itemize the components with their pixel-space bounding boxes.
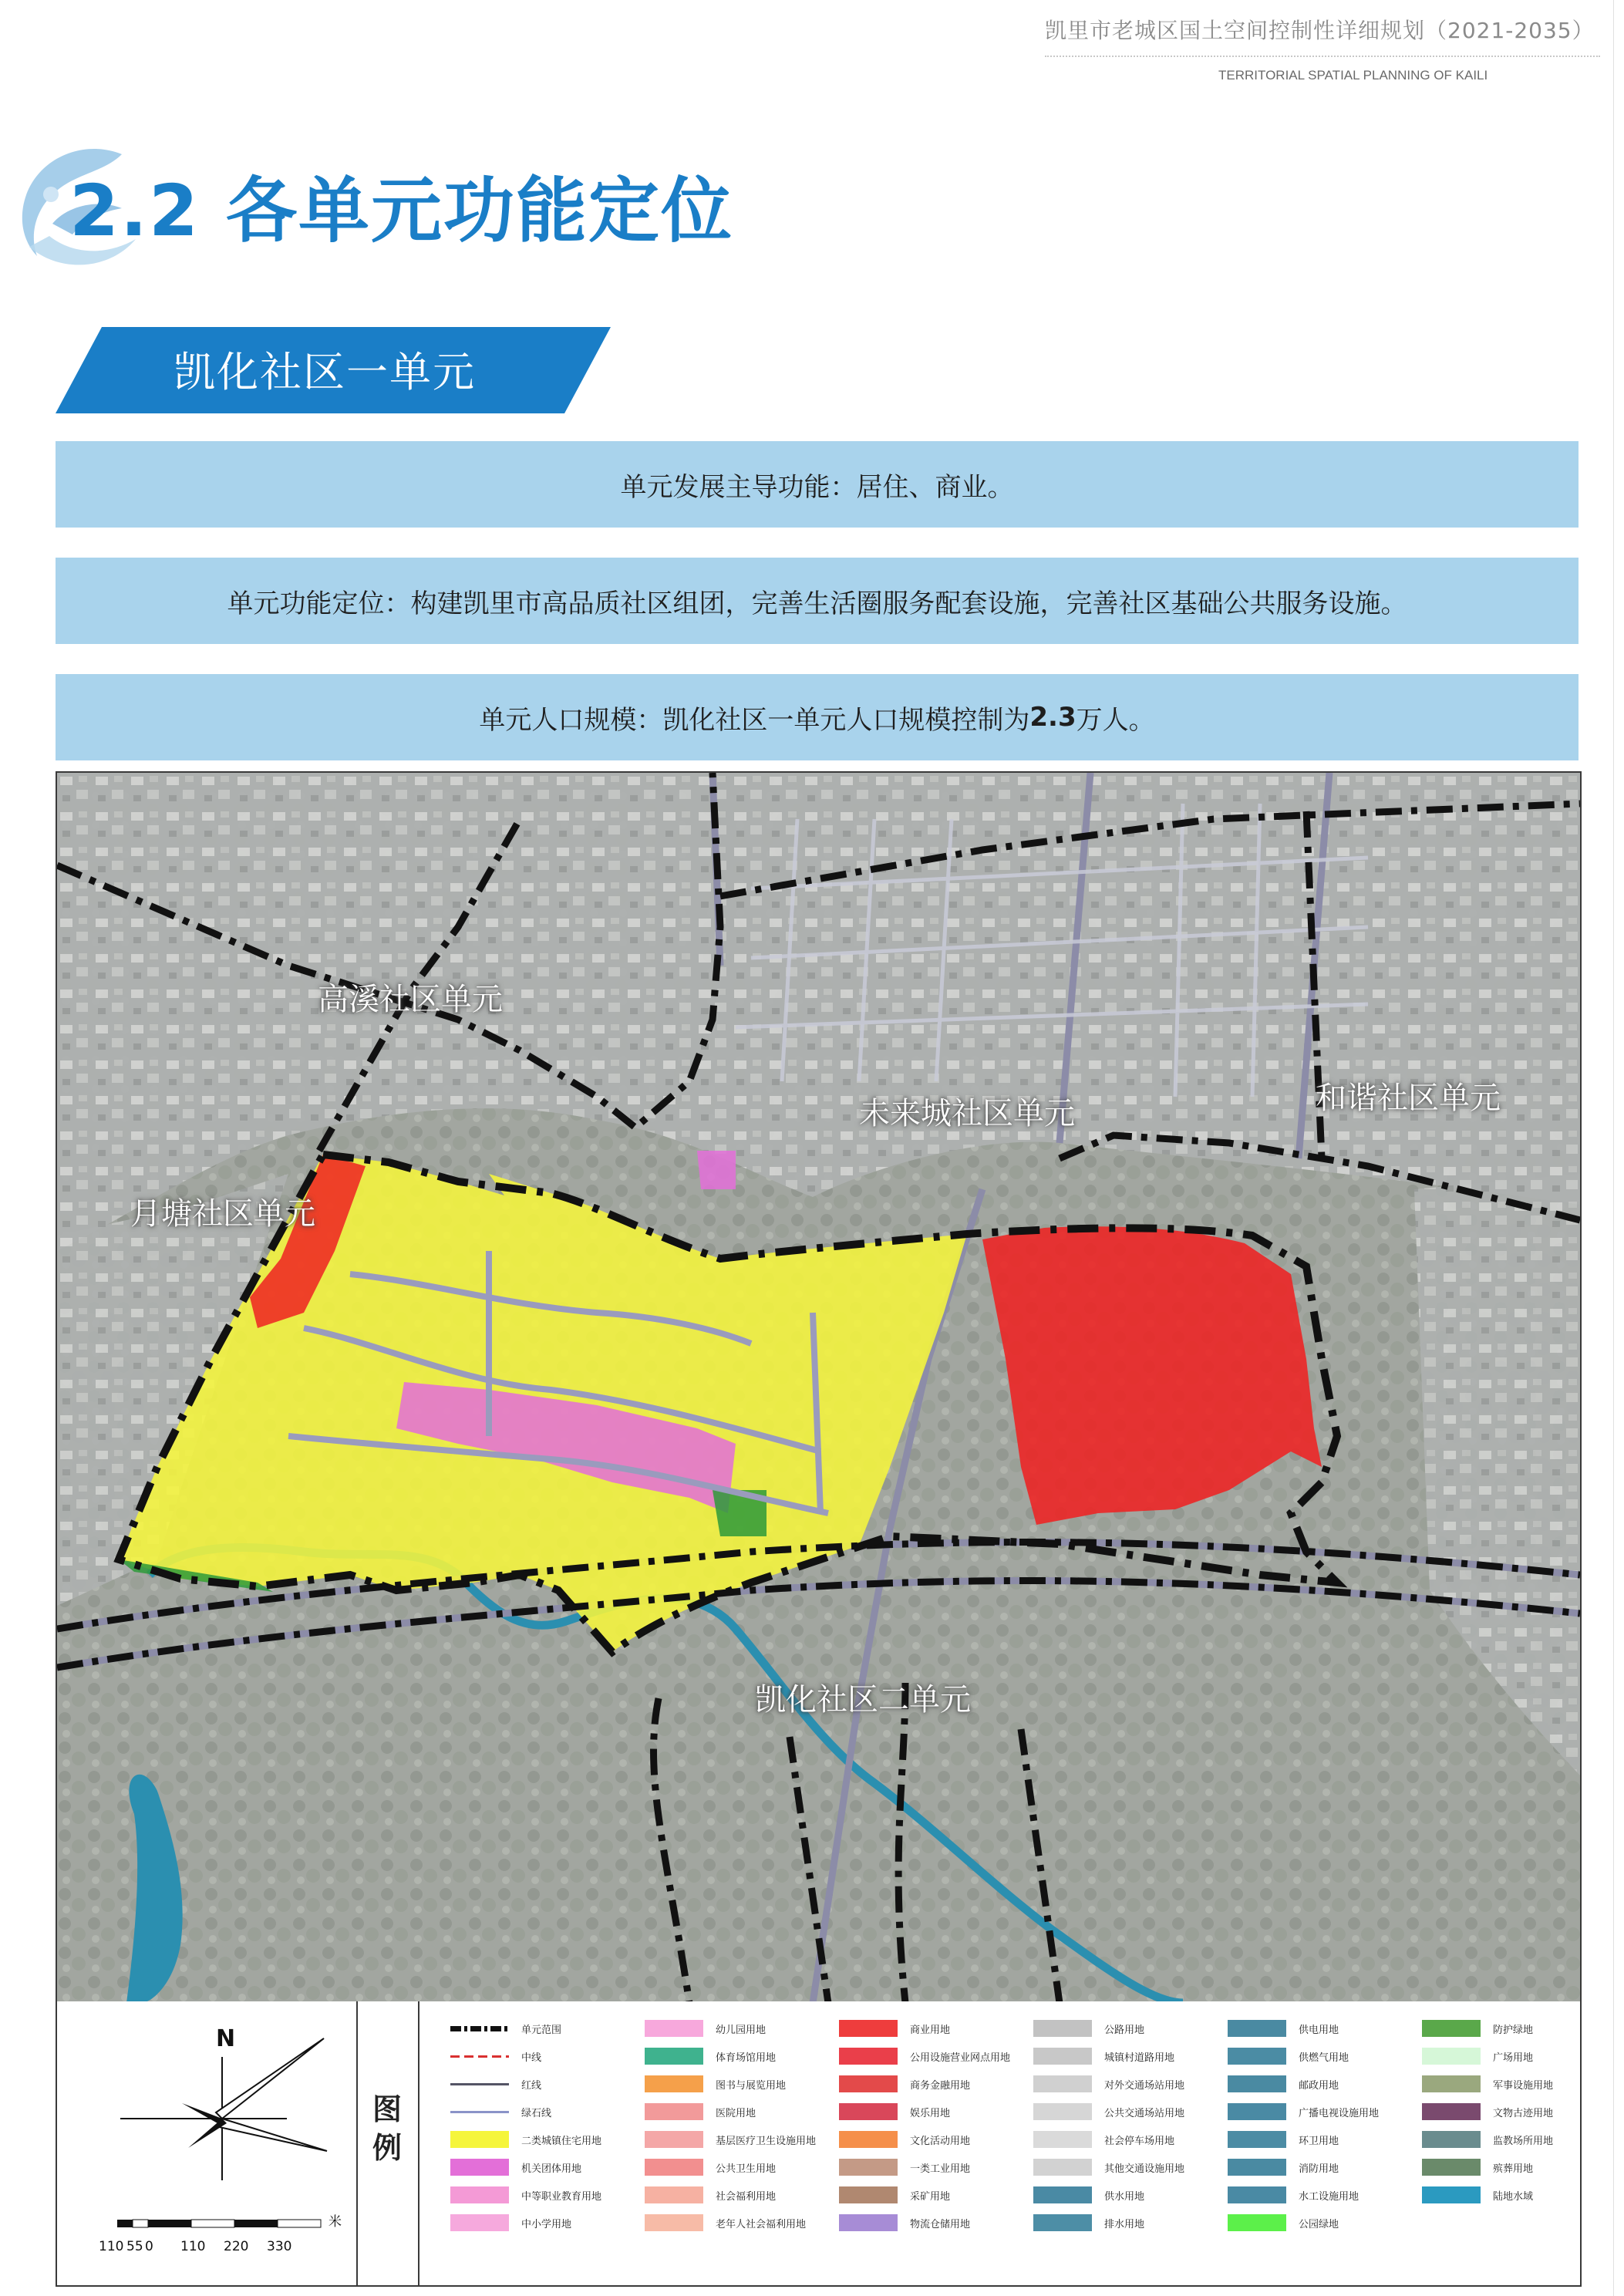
map-label-weilaicheng: 未来城社区单元	[859, 1096, 1075, 1131]
legend-swatch	[645, 2131, 703, 2148]
scale-bar	[88, 2213, 366, 2275]
legend-item	[450, 2129, 601, 2149]
legend-label: 文物古迹用地	[1493, 2106, 1554, 2119]
legend-swatch	[450, 2131, 509, 2148]
legend-label: 老年人社会福利用地	[716, 2217, 807, 2230]
legend-swatch	[1033, 2131, 1092, 2148]
legend-swatch	[1422, 2131, 1481, 2148]
info-box-population	[56, 674, 1579, 760]
legend-label: 社会停车场用地	[1104, 2134, 1175, 2146]
legend-label: 绿石线	[521, 2106, 552, 2119]
population-suffix: 万人。	[1076, 704, 1155, 736]
legend-label: 二类城镇住宅用地	[521, 2134, 602, 2146]
legend-swatch	[645, 2186, 703, 2203]
legend-item	[1228, 2074, 1339, 2094]
legend-swatch	[839, 2103, 898, 2120]
legend-heading-2: 例	[372, 2131, 402, 2165]
legend-item	[450, 2074, 541, 2094]
legend-swatch	[1228, 2048, 1286, 2065]
legend-swatch	[1033, 2048, 1092, 2065]
legend-item	[450, 2018, 561, 2038]
commercial-small	[697, 1151, 736, 1189]
legend-heading-1: 图	[372, 2092, 402, 2126]
legend-label: 公共交通场站用地	[1104, 2106, 1185, 2119]
legend-label: 水工设施用地	[1299, 2190, 1360, 2202]
legend-divider-right	[418, 2001, 419, 2285]
legend-label: 中线	[521, 2051, 542, 2063]
legend-label: 对外交通场站用地	[1104, 2079, 1185, 2091]
legend-item	[645, 2018, 766, 2038]
legend-label: 排水用地	[1104, 2217, 1145, 2230]
legend-item	[645, 2046, 776, 2066]
legend-swatch	[839, 2214, 898, 2231]
legend-swatch	[1228, 2103, 1286, 2120]
unit-name: 凯化社区一单元	[174, 348, 476, 396]
legend-swatch	[1422, 2020, 1481, 2037]
legend-swatch	[450, 2111, 509, 2113]
legend-label: 采矿用地	[910, 2190, 951, 2202]
legend-item	[450, 2102, 551, 2122]
scale-tick-label: 55	[126, 2239, 143, 2254]
legend-swatch	[1422, 2159, 1481, 2176]
legend-swatch	[450, 2186, 509, 2203]
legend-swatch	[450, 2083, 509, 2085]
positioning-text: 单元功能定位：构建凯里市高品质社区组团，完善生活圈服务配套设施，完善社区基础公共服务设施。	[227, 588, 1407, 619]
legend-label: 红线	[521, 2079, 542, 2091]
document-header-subtitle: TERRITORIAL SPATIAL PLANNING OF KAILI	[1218, 68, 1488, 83]
section-title-text: 各单元功能定位	[226, 170, 734, 252]
legend-item	[839, 2157, 970, 2177]
info-box-positioning	[56, 558, 1579, 644]
document-header-title: 凯里市老城区国土空间控制性详细规划（2021-2035）	[1045, 18, 1595, 43]
function-text: 单元发展主导功能：居住、商业。	[620, 471, 1014, 503]
map-label-kaihua2: 凯化社区二单元	[755, 1682, 971, 1718]
legend-item	[1033, 2102, 1184, 2122]
page-side-strip	[1613, 0, 1624, 2296]
map-canvas	[57, 773, 1580, 2003]
legend-label: 公用设施营业网点用地	[910, 2051, 1011, 2063]
legend-label: 图书与展览用地	[716, 2079, 787, 2091]
legend-label: 幼儿园用地	[716, 2023, 767, 2035]
legend-label: 广播电视设施用地	[1299, 2106, 1380, 2119]
legend-swatch	[645, 2020, 703, 2037]
legend-item	[839, 2185, 950, 2205]
legend-label: 中等职业教育用地	[521, 2190, 602, 2202]
header-divider	[1045, 56, 1600, 57]
legend-item	[839, 2074, 970, 2094]
legend-label: 供燃气用地	[1299, 2051, 1349, 2063]
legend-swatch	[839, 2075, 898, 2092]
legend-swatch	[1033, 2159, 1092, 2176]
legend-label: 殡葬用地	[1493, 2162, 1534, 2174]
legend-label: 供电用地	[1299, 2023, 1339, 2035]
legend-swatch	[645, 2048, 703, 2065]
legend-item	[1033, 2129, 1174, 2149]
legend-label: 商务金融用地	[910, 2079, 971, 2091]
legend-label: 中小学用地	[521, 2217, 572, 2230]
legend-swatch	[645, 2075, 703, 2092]
legend-item	[839, 2046, 1010, 2066]
legend-item	[1228, 2018, 1339, 2038]
legend-label: 一类工业用地	[910, 2162, 971, 2174]
scale-tick-label: 0	[145, 2239, 153, 2254]
population-prefix: 单元人口规模：凯化社区一单元人口规模控制为	[479, 704, 1030, 736]
legend-label: 社会福利用地	[716, 2190, 777, 2202]
legend-label: 基层医疗卫生设施用地	[716, 2134, 817, 2146]
legend-label: 单元范围	[521, 2023, 562, 2035]
legend-label: 防护绿地	[1493, 2023, 1534, 2035]
legend-item	[450, 2213, 571, 2233]
legend-swatch	[1228, 2131, 1286, 2148]
land-use-map	[56, 771, 1582, 2004]
compass-north: N	[216, 2025, 236, 2052]
legend-swatch	[1422, 2186, 1481, 2203]
legend-item	[1033, 2018, 1144, 2038]
legend-item	[645, 2185, 776, 2205]
legend-item	[450, 2046, 541, 2066]
legend-swatch	[1228, 2075, 1286, 2092]
legend-swatch	[645, 2214, 703, 2231]
population-value: 2.3	[1029, 702, 1076, 733]
legend-swatch	[450, 2214, 509, 2231]
map-label-yuetang: 月塘社区单元	[130, 1196, 315, 1232]
legend-swatch	[645, 2103, 703, 2120]
legend-item	[839, 2129, 970, 2149]
legend-item	[839, 2213, 970, 2233]
legend-label: 医院用地	[716, 2106, 756, 2119]
legend-label: 环卫用地	[1299, 2134, 1339, 2146]
legend-swatch	[645, 2159, 703, 2176]
legend-swatch	[450, 2159, 509, 2176]
legend-swatch	[1228, 2159, 1286, 2176]
legend-label: 文化活动用地	[910, 2134, 971, 2146]
legend-label: 物流仓储用地	[910, 2217, 971, 2230]
legend-item	[839, 2018, 950, 2038]
map-label-gaoxi: 高溪社区单元	[318, 982, 503, 1017]
legend-swatch	[839, 2186, 898, 2203]
legend-item	[450, 2185, 601, 2205]
legend-swatch	[1422, 2103, 1481, 2120]
legend-item	[1033, 2046, 1174, 2066]
legend-item	[645, 2213, 806, 2233]
legend-swatch	[1033, 2075, 1092, 2092]
scale-unit: 米	[329, 2214, 342, 2230]
legend-panel	[56, 2001, 1582, 2287]
legend-swatch	[1228, 2214, 1286, 2231]
scale-tick-label: 330	[267, 2239, 292, 2254]
legend-swatch	[839, 2159, 898, 2176]
scale-tick-label: 110	[180, 2239, 206, 2254]
legend-label: 其他交通设施用地	[1104, 2162, 1185, 2174]
legend-item	[645, 2102, 756, 2122]
legend-item	[1228, 2102, 1379, 2122]
legend-item	[1033, 2213, 1144, 2233]
section-title	[69, 154, 733, 256]
legend-item	[450, 2157, 581, 2177]
legend-item	[1422, 2074, 1553, 2094]
legend-swatch	[1033, 2186, 1092, 2203]
legend-swatch	[1033, 2214, 1092, 2231]
legend-label: 机关团体用地	[521, 2162, 582, 2174]
legend-label: 娱乐用地	[910, 2106, 951, 2119]
legend-item	[1422, 2157, 1533, 2177]
legend-heading	[372, 2090, 403, 2167]
legend-swatch	[1228, 2186, 1286, 2203]
legend-item	[1422, 2018, 1533, 2038]
legend-label: 供水用地	[1104, 2190, 1145, 2202]
legend-item	[645, 2074, 786, 2094]
legend-item	[645, 2129, 816, 2149]
legend-label: 监教场所用地	[1493, 2134, 1554, 2146]
legend-item	[839, 2102, 950, 2122]
legend-item	[645, 2157, 776, 2177]
legend-swatch	[839, 2048, 898, 2065]
compass-icon	[111, 2017, 358, 2194]
legend-item	[1228, 2157, 1339, 2177]
legend-swatch	[839, 2131, 898, 2148]
scale-tick-label: 110	[99, 2239, 124, 2254]
legend-label: 城镇村道路用地	[1104, 2051, 1175, 2063]
legend-item	[1422, 2102, 1553, 2122]
legend-swatch	[450, 2026, 509, 2031]
legend-swatch	[1033, 2103, 1092, 2120]
legend-item	[1033, 2074, 1184, 2094]
legend-label: 广场用地	[1493, 2051, 1534, 2063]
legend-swatch	[1422, 2075, 1481, 2092]
legend-label: 体育场馆用地	[716, 2051, 777, 2063]
scale-tick-label: 220	[224, 2239, 249, 2254]
legend-label: 公园绿地	[1299, 2217, 1339, 2230]
legend-item	[1033, 2185, 1144, 2205]
legend-item	[1228, 2129, 1339, 2149]
legend-item	[1422, 2185, 1533, 2205]
map-label-hexie: 和谐社区单元	[1316, 1081, 1501, 1116]
legend-swatch	[839, 2020, 898, 2037]
legend-label: 消防用地	[1299, 2162, 1339, 2174]
legend-label: 邮政用地	[1299, 2079, 1339, 2091]
info-box-function	[56, 441, 1579, 528]
legend-item	[1228, 2213, 1339, 2233]
legend-item	[1422, 2046, 1533, 2066]
section-number: 2.2	[69, 170, 200, 252]
legend-item	[1228, 2185, 1359, 2205]
legend-swatch	[1422, 2048, 1481, 2065]
legend-swatch	[450, 2055, 509, 2058]
legend-item	[1228, 2046, 1349, 2066]
legend-label: 商业用地	[910, 2023, 951, 2035]
legend-item	[1422, 2129, 1553, 2149]
legend-label: 公共卫生用地	[716, 2162, 777, 2174]
legend-swatch	[1033, 2020, 1092, 2037]
legend-label: 军事设施用地	[1493, 2079, 1554, 2091]
legend-swatch	[1228, 2020, 1286, 2037]
legend-label: 公路用地	[1104, 2023, 1145, 2035]
legend-label: 陆地水域	[1493, 2190, 1534, 2202]
legend-item	[1033, 2157, 1184, 2177]
